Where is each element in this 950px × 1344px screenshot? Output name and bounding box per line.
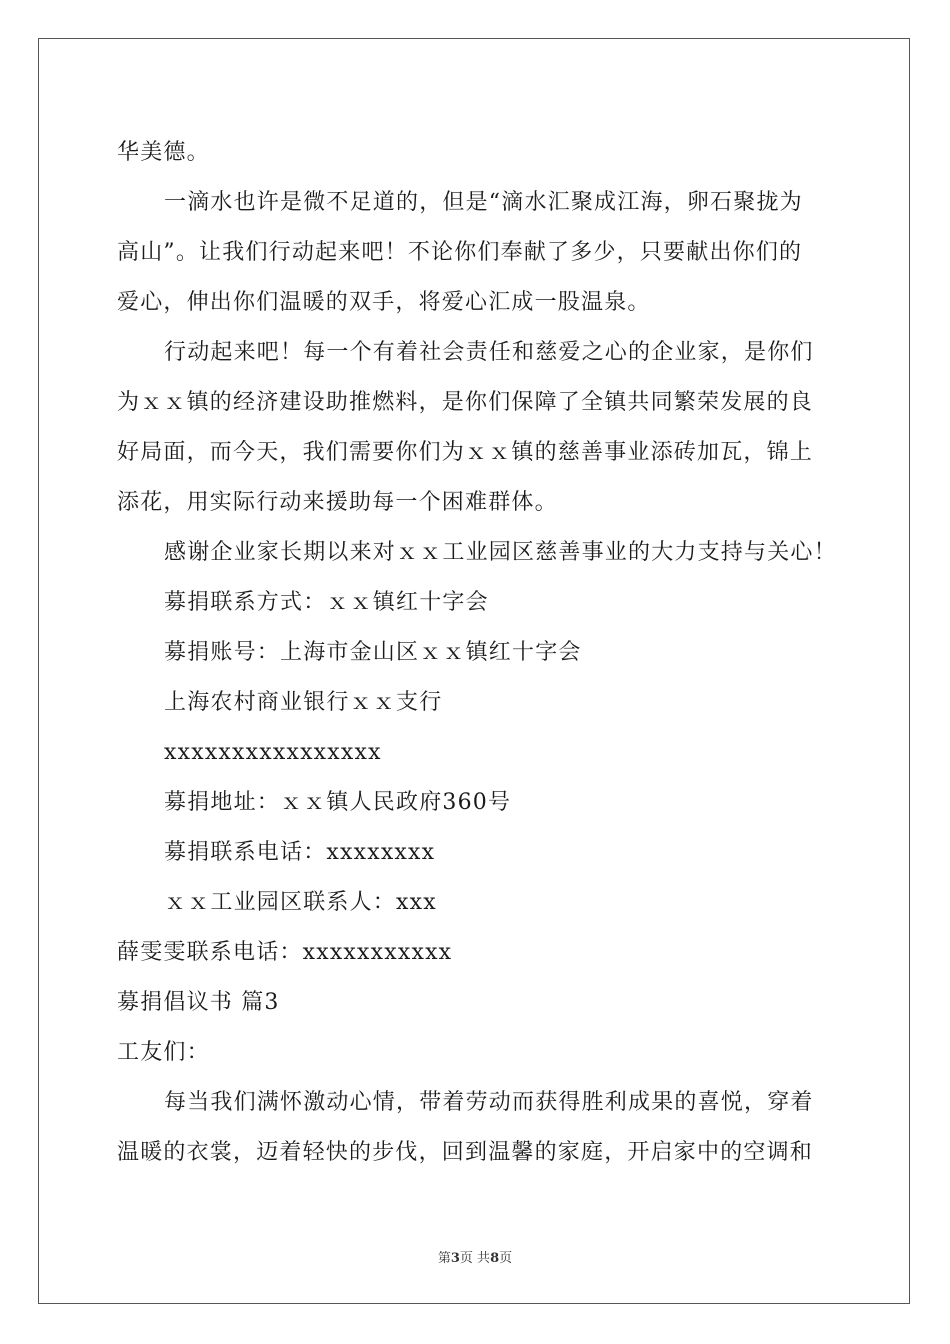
- text-line-2: 一滴水也许是微不足道的，但是“滴水汇聚成江海，卵石聚拢为: [164, 190, 803, 215]
- text-line-8: 添花，用实际行动来援助每一个困难群体。: [117, 490, 558, 515]
- text-line-6: 为ｘｘ镇的经济建设助推燃料，是你们保障了全镇共同繁荣发展的良: [117, 390, 814, 415]
- footer-page-current: 3: [450, 1251, 460, 1266]
- text-line-4: 爱心，伸出你们温暖的双手，将爱心汇成一股温泉。: [117, 290, 651, 315]
- text-line-7: 好局面，而今天，我们需要你们为ｘｘ镇的慈善事业添砖加瓦，锦上: [117, 440, 814, 465]
- text-line-9: 感谢企业家长期以来对ｘｘ工业园区慈善事业的大力支持与关心！: [164, 540, 837, 565]
- text-line-14: 募捐地址：ｘｘ镇人民政府360号: [164, 790, 512, 815]
- footer-suffix: 页: [499, 1251, 513, 1266]
- text-line-17: 薛雯雯联系电话：xxxxxxxxxxx: [117, 940, 453, 965]
- text-line-15: 募捐联系电话：xxxxxxxx: [164, 840, 436, 865]
- text-line-13: xxxxxxxxxxxxxxxx: [164, 740, 382, 765]
- text-line-10: 募捐联系方式：ｘｘ镇红十字会: [164, 590, 489, 615]
- document-body: [117, 128, 837, 1178]
- footer-page-total: 8: [490, 1251, 500, 1266]
- text-line-20: 每当我们满怀激动心情，带着劳动而获得胜利成果的喜悦，穿着: [164, 1090, 814, 1115]
- text-line-16: ｘｘ工业园区联系人：xxx: [164, 890, 437, 915]
- text-line-1: 华美德。: [117, 140, 210, 165]
- text-line-21: 温暖的衣裳，迈着轻快的步伐，回到温馨的家庭，开启家中的空调和: [117, 1140, 814, 1165]
- text-line-3: 高山”。让我们行动起来吧！不论你们奉献了多少，只要献出你们的: [117, 240, 803, 265]
- footer-prefix: 第: [437, 1251, 451, 1266]
- footer-mid: 页 共: [459, 1251, 491, 1266]
- section-heading: 募捐倡议书 篇3: [117, 990, 280, 1015]
- text-line-12: 上海农村商业银行ｘｘ支行: [164, 690, 443, 715]
- text-line-11: 募捐账号：上海市金山区ｘｘ镇红十字会: [164, 640, 582, 665]
- salutation: 工友们：: [117, 1040, 210, 1065]
- page-footer: [0, 1247, 950, 1266]
- text-line-5: 行动起来吧！每一个有着社会责任和慈爱之心的企业家，是你们: [164, 340, 814, 365]
